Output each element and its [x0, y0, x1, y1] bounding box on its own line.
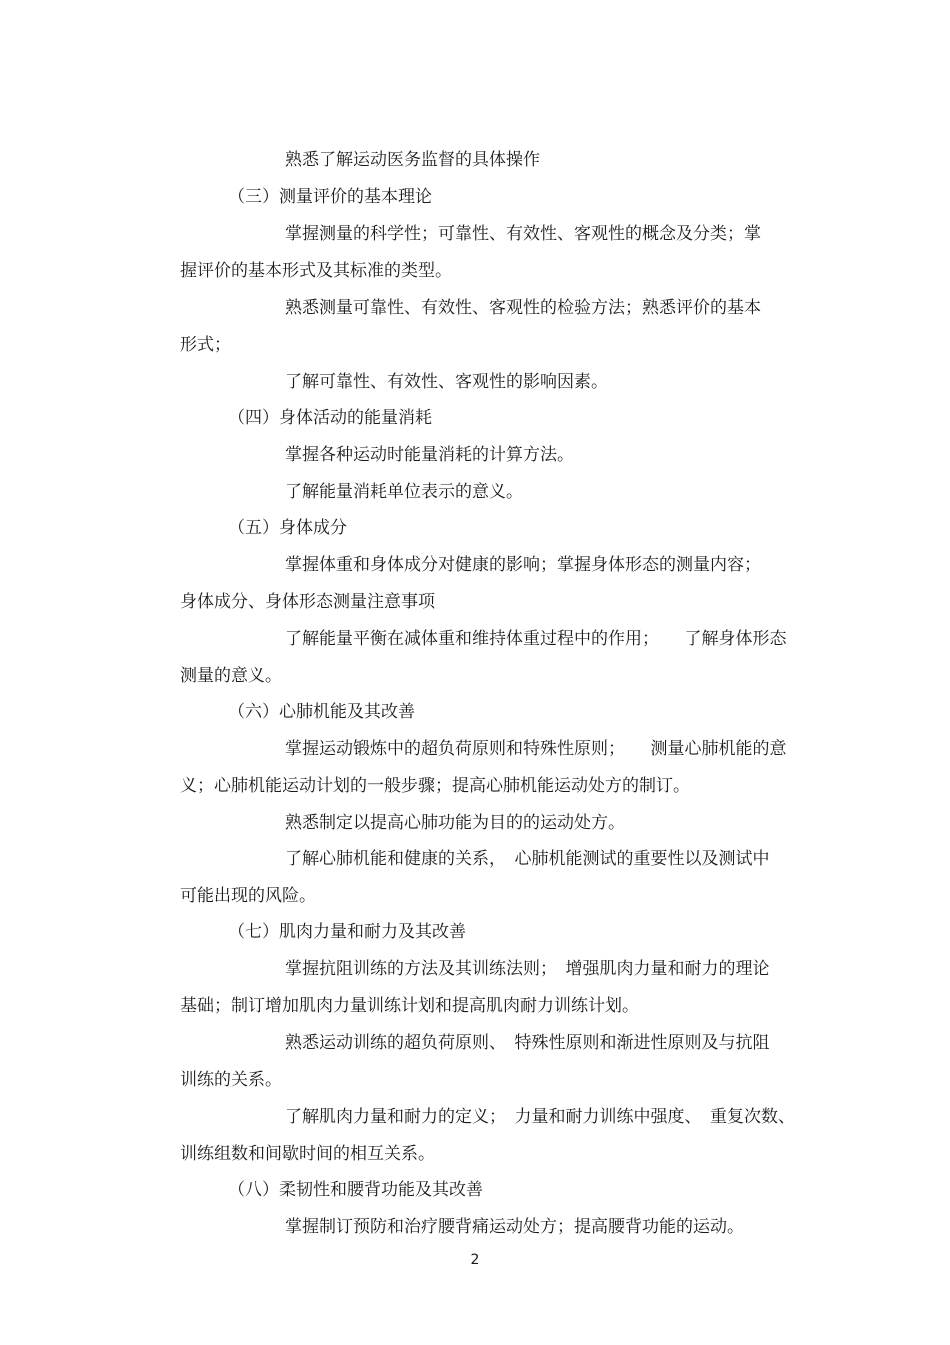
- text-line: 掌握制订预防和治疗腰背痛运动处方；提高腰背功能的运动。: [285, 1217, 744, 1237]
- text-line: 基础；制订增加肌肉力量训练计划和提高肌肉耐力训练计划。: [180, 996, 639, 1016]
- text-line: 掌握测量的科学性；可靠性、有效性、客观性的概念及分类；掌: [285, 224, 761, 244]
- text-line: 测量的意义。: [180, 666, 282, 686]
- text-line: 了解肌肉力量和耐力的定义； 力量和耐力训练中强度、 重复次数、: [285, 1107, 795, 1127]
- text-line: 训练的关系。: [180, 1070, 282, 1090]
- section-heading: （六）心肺机能及其改善: [228, 702, 415, 722]
- text-line: 义；心肺机能运动计划的一般步骤；提高心肺机能运动处方的制订。: [180, 776, 690, 796]
- text-line: 掌握抗阻训练的方法及其训练法则； 增强肌肉力量和耐力的理论: [285, 959, 770, 979]
- text-line: 熟悉了解运动医务监督的具体操作: [285, 150, 540, 170]
- text-line: 握评价的基本形式及其标准的类型。: [180, 261, 452, 281]
- text-line: 身体成分、身体形态测量注意事项: [180, 592, 435, 612]
- section-heading: （七）肌肉力量和耐力及其改善: [228, 922, 466, 942]
- text-line: 了解能量消耗单位表示的意义。: [285, 482, 523, 502]
- page-number: 2: [470, 1252, 480, 1268]
- text-line: 形式；: [180, 335, 231, 355]
- text-line: 可能出现的风险。: [180, 886, 316, 906]
- text-line: 熟悉运动训练的超负荷原则、 特殊性原则和渐进性原则及与抗阻: [285, 1033, 770, 1053]
- section-heading: （三）测量评价的基本理论: [228, 187, 432, 207]
- text-line: 掌握各种运动时能量消耗的计算方法。: [285, 445, 574, 465]
- text-line: 熟悉测量可靠性、有效性、客观性的检验方法；熟悉评价的基本: [285, 298, 761, 318]
- text-line: 了解可靠性、有效性、客观性的影响因素。: [285, 372, 608, 392]
- text-line: 了解心肺机能和健康的关系， 心肺机能测试的重要性以及测试中: [285, 849, 770, 869]
- text-line: 了解能量平衡在减体重和维持体重过程中的作用； 了解身体形态: [285, 629, 787, 649]
- section-heading: （五）身体成分: [228, 518, 347, 538]
- text-line: 掌握运动锻炼中的超负荷原则和特殊性原则； 测量心肺机能的意: [285, 739, 787, 759]
- section-heading: （四）身体活动的能量消耗: [228, 408, 432, 428]
- text-line: 训练组数和间歇时间的相互关系。: [180, 1144, 435, 1164]
- text-line: 熟悉制定以提高心肺功能为目的的运动处方。: [285, 813, 625, 833]
- section-heading: （八）柔韧性和腰背功能及其改善: [228, 1180, 483, 1200]
- text-line: 掌握体重和身体成分对健康的影响；掌握身体形态的测量内容；: [285, 555, 761, 575]
